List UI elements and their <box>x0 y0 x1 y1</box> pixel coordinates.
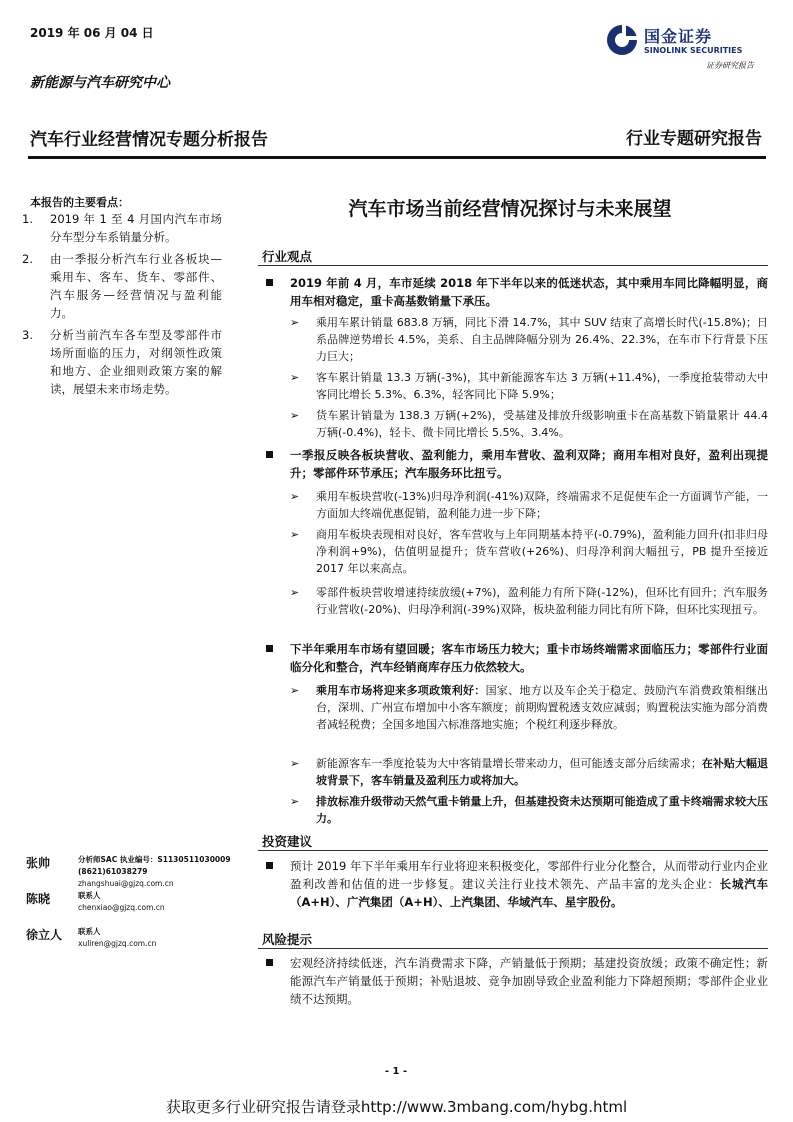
analyst-name: 张帅 <box>26 856 51 870</box>
sidebar-item-number: 1. <box>22 212 33 226</box>
analyst-email[interactable]: zhangshuai@gjzq.com.cn <box>78 879 174 888</box>
arrow-bullet-icon: ➢ <box>290 757 300 770</box>
bullet-point: 一季报反映各板块营收、盈利能力，乘用车营收、盈利双降；商用车相对良好，盈利出现提升；零部件环节承压；汽车服务环比扭亏。 <box>268 446 768 482</box>
sub-bullet: ➢ 商用车板块表现相对良好，客车营收与上年同期基本持平(-0.79%)，盈利能力回升(扣非归母净利润+9%)，估值明显提升；货车营收(+26%)、归母净利润大幅扭亏，PB 提升至接近 2017 年以来高点。 <box>290 528 768 575</box>
section-divider <box>258 850 768 851</box>
bullet-point: 下半年乘用车市场有望回暖；客车市场压力较大；重卡市场终端需求面临压力；零部件行业面临分化和整合，汽车经销商库存压力依然较大。 <box>268 640 768 676</box>
bullet-icon <box>266 645 273 652</box>
sub-bullet: ➢ 货车累计销量为 138.3 万辆(+2%)，受基建及排放升级影响重卡在高基数下销量累计 44.4 万辆(-0.4%)，轻卡、微卡同比增长 5.5%、3.4%。 <box>290 409 768 439</box>
sidebar-item-text: 2019 年 1 至 4 月国内汽车市场分车型分车系销量分析。 <box>50 212 222 244</box>
logo-subtitle: 证券研究报告 <box>706 61 754 70</box>
arrow-bullet-icon: ➢ <box>290 684 300 697</box>
report-date: 2019 年 06 月 04 日 <box>30 26 154 40</box>
sidebar-item-text: 分析当前汽车各车型及零部件市场所面临的压力，对纲领性政策和地方、企业细则政策方案的解读，展望未来市场走势。 <box>50 328 222 396</box>
bullet-point: 2019 年前 4 月，车市延续 2018 年下半年以来的低迷状态，其中乘用车同比降幅明显，商用车相对稳定，重卡高基数销量下承压。 <box>268 274 768 310</box>
sidebar-item <box>22 250 222 322</box>
bullet-icon <box>266 451 273 458</box>
arrow-bullet-icon: ➢ <box>290 490 300 503</box>
section-divider <box>258 948 768 949</box>
logo-mark-icon <box>604 22 640 58</box>
bullet-icon <box>266 862 273 869</box>
section-heading-industry-view: 行业观点 <box>262 249 313 264</box>
analyst-info: 联系人 chenxiao@gjzq.com.cn <box>78 891 165 912</box>
analyst-name: 陈晓 <box>26 892 51 906</box>
sub-bullet: ➢ 乘用车累计销量 683.8 万辆，同比下滑 14.7%，其中 SUV 结束了高增长时代(-15.8%)；日系品牌逆势增长 4.5%，美系、自主品牌降幅分别为 26.4%、22.3%，在车市下行背景下压力巨大； <box>290 316 768 363</box>
arrow-bullet-icon: ➢ <box>290 316 300 329</box>
arrow-bullet-icon: ➢ <box>290 586 300 599</box>
arrow-bullet-icon: ➢ <box>290 371 300 384</box>
footer-link[interactable]: 获取更多行业研究报告请登录http://www.3mbang.com/hybg.html <box>165 1098 628 1116</box>
research-center: 新能源与汽车研究中心 <box>30 75 170 91</box>
section-heading-risk: 风险提示 <box>262 932 313 947</box>
section-heading-investment: 投资建议 <box>262 834 313 849</box>
bullet-point: 宏观经济持续低迷，汽车消费需求下降，产销量低于预期；基建投资放缓；政策不确定性；新能源汽车产销量低于预期；补贴退坡、竞争加剧导致企业盈利能力下降超预期；零部件企业业绩不达预期。 <box>268 954 768 1008</box>
sidebar-title: 本报告的主要看点： <box>30 196 129 209</box>
sub-bullet: ➢ 乘用车市场将迎来多项政策利好：国家、地方以及车企关于稳定、鼓励汽车消费政策相继出台，深圳、广州宣布增加中小客车额度；前期购置税透支效应减弱；购置税法实施为部分消费者减轻税费；全国多地国六标准落地实施；个税红利逐步释放。 <box>290 684 769 731</box>
analyst-email[interactable]: xuliren@gjzq.com.cn <box>78 939 157 948</box>
article-title: 汽车市场当前经营情况探讨与未来展望 <box>348 198 672 220</box>
sidebar-item-number: 2. <box>22 252 33 266</box>
section-divider <box>258 265 768 266</box>
sub-bullet: ➢ 排放标准升级带动天然气重卡销量上升，但基建投资未达预期可能造成了重卡终端需求较大压力。 <box>290 795 768 825</box>
report-type: 行业专题研究报告 <box>626 129 762 149</box>
sub-bullet: ➢ 新能源客车一季度抢装为大中客销量增长带来动力，但可能透支部分后续需求；在补贴大幅退坡背景下，客车销量及盈利压力或将加大。 <box>290 757 769 787</box>
sidebar-item-number: 3. <box>22 328 33 342</box>
page-number: - 1 - <box>384 1066 408 1077</box>
logo-name-en: SINOLINK SECURITIES <box>644 46 743 55</box>
sub-bullet: ➢ 零部件板块营收增速持续放缓(+7%)，盈利能力有所下降(-12%)，但环比有回升；汽车服务行业营收(-20%)、归母净利润(-39%)双降，板块盈利能力同比有所下降，但环比实现扭亏。 <box>290 586 768 616</box>
arrow-bullet-icon: ➢ <box>290 795 300 808</box>
sub-bullet: ➢ 乘用车板块营收(-13%)归母净利润(-41%)双降，终端需求不足促使车企一方面调节产能，一方面加大终端优惠促销，盈利能力进一步下降； <box>290 490 768 520</box>
bullet-point: 预计 2019 年下半年乘用车行业将迎来积极变化，零部件行业分化整合，从而带动行业内企业盈利改善和估值的进一步修复。建议关注行业技术领先、产品丰富的龙头企业：长城汽车（A+H）、广汽集团（A+H）、上汽集团、华域汽车、星宇股份。 <box>268 857 768 911</box>
analyst-email[interactable]: chenxiao@gjzq.com.cn <box>78 903 165 912</box>
sidebar-list <box>22 210 222 402</box>
analyst-name: 徐立人 <box>26 928 63 942</box>
sidebar-item <box>22 326 222 398</box>
logo-name-cn: 国金证券 <box>644 27 713 46</box>
sidebar-item <box>22 210 222 246</box>
bullet-icon <box>266 959 273 966</box>
report-title: 汽车行业经营情况专题分析报告 <box>30 130 268 150</box>
arrow-bullet-icon: ➢ <box>290 409 300 422</box>
header-divider <box>28 156 766 159</box>
analyst-info: 联系人 xuliren@gjzq.com.cn <box>78 927 157 948</box>
arrow-bullet-icon: ➢ <box>290 528 300 541</box>
analyst-info: 分析师SAC 执业编号：S1130511030009 (8621)61038279 zhangshuai@gjzq.com.cn <box>78 855 231 888</box>
sub-bullet: ➢ 客车累计销量 13.3 万辆(-3%)，其中新能源客车达 3 万辆(+11.4%)，一季度抢装带动大中客同比增长 5.3%、6.3%，轻客同比下降 5.9%； <box>290 371 768 401</box>
bullet-icon <box>266 279 273 286</box>
sidebar-item-text: 由一季报分析汽车行业各板块—乘用车、客车、货车、零部件、汽车服务—经营情况与盈利能力。 <box>50 252 222 320</box>
